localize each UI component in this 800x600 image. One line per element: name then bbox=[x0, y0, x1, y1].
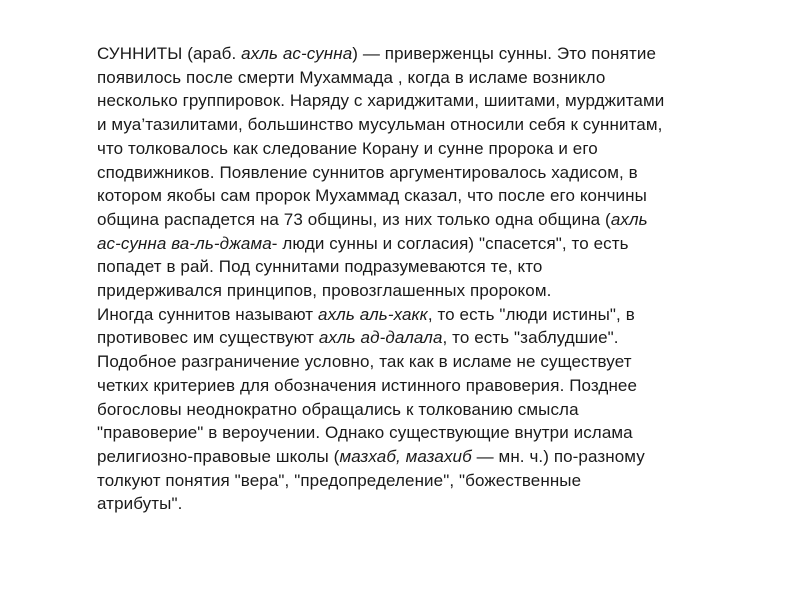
text-line bbox=[97, 421, 767, 445]
text-segment: котором якобы сам пророк Мухаммад сказал, что после его кончины bbox=[97, 186, 647, 206]
paragraph-sunnis-names bbox=[97, 303, 767, 516]
text-line bbox=[97, 255, 767, 279]
text-line bbox=[97, 66, 767, 90]
text-line bbox=[97, 469, 767, 493]
text-line bbox=[97, 350, 767, 374]
text-line bbox=[97, 208, 767, 232]
text-segment: ) — приверженцы сунны. Это понятие bbox=[352, 44, 656, 63]
text-segment: придерживался принципов, провозглашенных пророком. bbox=[97, 281, 552, 301]
text-line bbox=[97, 398, 767, 422]
text-line bbox=[97, 445, 767, 469]
text-line bbox=[97, 137, 767, 161]
italic-term: мазхаб, мазахиб bbox=[339, 446, 472, 466]
text-line bbox=[97, 184, 767, 208]
text-segment: появилось после смерти Мухаммада , когда в исламе возникло bbox=[97, 67, 606, 87]
text-segment: Подобное разграничение условно, так как в исламе не существует bbox=[97, 352, 632, 372]
text-line bbox=[97, 279, 767, 303]
text-segment: Иногда суннитов называют bbox=[97, 304, 319, 324]
paragraph-sunnis-definition bbox=[97, 42, 767, 303]
text-segment: толкуют понятия "вера", "предопределение", "божественные bbox=[97, 470, 582, 490]
text-segment: сподвижников. Появление суннитов аргументировалось хадисом, в bbox=[97, 162, 638, 182]
text-line bbox=[97, 492, 767, 516]
text-line bbox=[97, 161, 767, 185]
text-segment: противовес им существуют bbox=[97, 328, 319, 348]
text-segment: что толковалось как следование Корану и сунне пророка и его bbox=[97, 138, 598, 158]
text-segment: религиозно-правовые школы ( bbox=[97, 446, 340, 466]
text-segment: несколько группировок. Наряду с хариджитами, шиитами, мурджитами bbox=[97, 91, 665, 111]
text-segment: - люди сунны и согласия) "спасется", то есть bbox=[271, 233, 629, 253]
text-segment: атрибуты". bbox=[97, 494, 183, 514]
text-segment: четких критериев для обозначения истинного правоверия. Позднее bbox=[97, 375, 638, 395]
text-body bbox=[97, 42, 767, 516]
text-line bbox=[97, 232, 767, 256]
italic-term: ахль ас-сунна bbox=[241, 44, 353, 63]
text-line bbox=[97, 89, 767, 113]
text-segment: и муа’тазилитами, большинство мусульман относили себя к суннитам, bbox=[97, 115, 663, 135]
text-segment: СУННИТЫ (араб. bbox=[97, 44, 242, 63]
italic-term: ас-сунна ва-ль-джама bbox=[97, 233, 272, 253]
text-line bbox=[97, 42, 767, 66]
text-line bbox=[97, 303, 767, 327]
italic-term: ахль аль-хакк bbox=[318, 304, 428, 324]
text-segment: община распадется на 73 общины, из них только одна община ( bbox=[97, 209, 611, 229]
text-segment: — мн. ч.) по-разному bbox=[471, 446, 645, 466]
italic-term: ахль bbox=[610, 209, 648, 229]
text-segment: , то есть "люди истины", в bbox=[427, 304, 635, 324]
text-line bbox=[97, 326, 767, 350]
text-segment: "правоверие" в вероучении. Однако существующие внутри ислама bbox=[97, 423, 633, 443]
text-segment: , то есть "заблудшие". bbox=[442, 328, 619, 348]
text-segment: попадет в рай. Под суннитами подразумеваются те, кто bbox=[97, 257, 543, 277]
italic-term: ахль ад-далала bbox=[318, 328, 443, 348]
text-line bbox=[97, 374, 767, 398]
text-segment: богословы неоднократно обращались к толкованию смысла bbox=[97, 399, 579, 419]
text-line bbox=[97, 113, 767, 137]
